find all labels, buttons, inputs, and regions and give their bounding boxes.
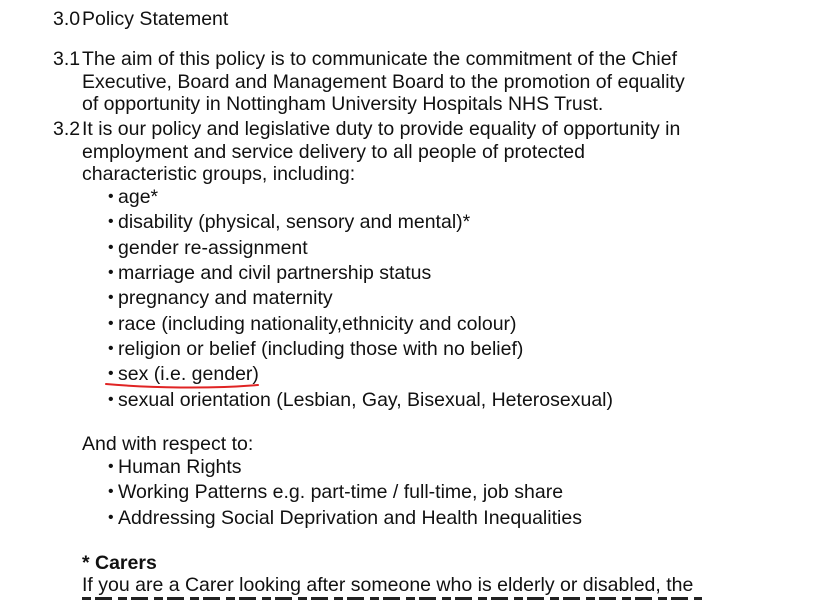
list-item-text: Working Patterns e.g. part-time / full-time, job share [118,481,564,503]
list-item-text: pregnancy and maternity [118,287,333,309]
paragraph-line: The aim of this policy is to communicate the commitment of the Chief [82,48,677,70]
list-item-text: Addressing Social Deprivation and Health Inequalities [118,507,582,529]
list-item-text: religion or belief (including those with no belief) [118,338,524,360]
bullet-icon: • [108,509,114,526]
paragraph-line: If you are a Carer looking after someone who is elderly or disabled, the [82,574,694,596]
paragraph-number: 3.2 [53,118,81,140]
bullet-icon: • [108,315,114,332]
bullet-icon: • [108,483,114,500]
paragraph-line: Executive, Board and Management Board to the promotion of equality [82,71,685,93]
bullet-icon: • [108,458,114,475]
bullet-icon: • [108,213,114,230]
bullet-icon: • [108,188,114,205]
bullet-icon: • [108,239,114,256]
list-item-text: disability (physical, sensory and mental)* [118,211,471,233]
list-item-text: marriage and civil partnership status [118,262,432,284]
bullet-icon: • [108,264,114,281]
list-item-text: race (including nationality,ethnicity and colour) [118,313,517,335]
paragraph-line: It is our policy and legislative duty to provide equality of opportunity in [82,118,681,140]
bullet-icon: • [108,365,114,382]
section-number: 3.0 [53,8,81,30]
paragraph-line: employment and service delivery to all people of protected [82,141,585,163]
list-item-text: age* [118,186,159,208]
paragraph-line: characteristic groups, including: [82,163,356,185]
carers-heading-text: * Carers [82,552,157,574]
paragraph-line: of opportunity in Nottingham University Hospitals NHS Trust. [82,93,604,115]
bullet-icon: • [108,391,114,408]
section-title: Policy Statement [82,8,229,30]
list-item-text: sexual orientation (Lesbian, Gay, Bisexual, Heterosexual) [118,389,613,411]
list-item-text: Human Rights [118,456,242,478]
list-item-text: sex (i.e. gender) [118,363,259,385]
respect-intro-text: And with respect to: [82,433,254,455]
paragraph-number: 3.1 [53,48,81,70]
bullet-icon: • [108,340,114,357]
list-item-text: gender re-assignment [118,237,308,259]
bullet-icon: • [108,289,114,306]
